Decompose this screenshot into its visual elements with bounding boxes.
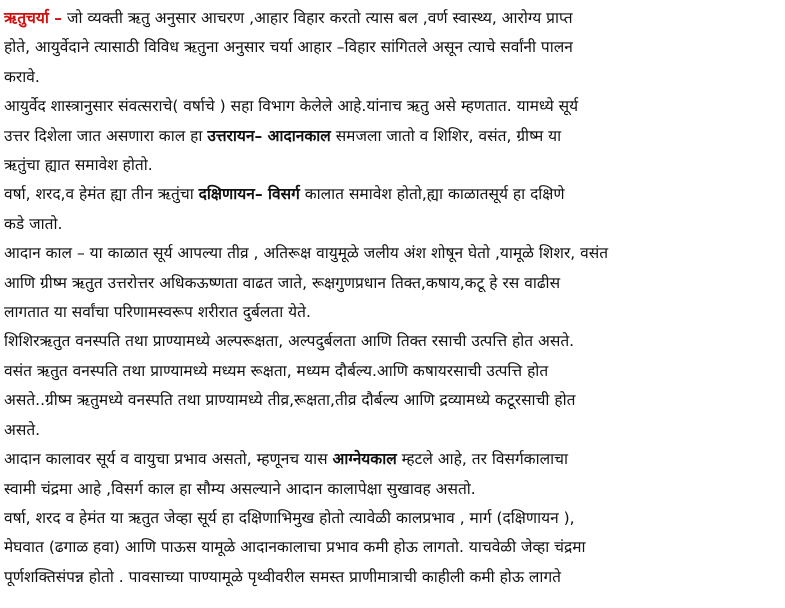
paragraph-shishir: [4, 327, 782, 356]
text-line: स्वामी चंद्रमा आहे ,विसर्ग काल हा सौम्य असल्याने आदान कालापेक्षा सुखावह असतो.: [4, 479, 476, 498]
bold-term-uttarayan: उत्तरायन– आदानकाल: [207, 126, 331, 145]
paragraph-dakshinayan: [4, 180, 782, 239]
text-line: आणि ग्रीष्म ऋतुत उत्तरोत्तर अधिकऊष्णता वाढत जाते, रूक्षगुणप्रधान तिक्त,कषाय,कटू हे रस वाढीस: [4, 273, 561, 292]
text-run: समजला जातो व शिशिर, वसंत, ग्रीष्म या: [330, 126, 562, 145]
text-run: जो व्यक्ती ऋतु अनुसार आचरण ,आहार विहार करतो त्यास बल ,वर्ण स्वास्थ्य, आरोग्य प्राप्त: [62, 9, 573, 27]
text-run: आदान कालावर सूर्य व वायुचा प्रभाव असतो, म्हणूनच यास: [4, 450, 333, 469]
text-run: म्हटले आहे, तर विसर्गकालाचा: [396, 450, 568, 469]
text-line: शिशिरऋतुत वनस्पति तथा प्राण्यामध्ये अल्परूक्षता, अल्पदुर्बलता आणि तिक्त रसाची उत्पत्ति होत असते.: [4, 332, 575, 351]
text-line: कडे जातो.: [4, 214, 63, 233]
text-line: वर्षा, शरद व हेमंत या ऋतुत जेव्हा सूर्य हा दक्षिणाभिमुख होतो त्यावेळी कालप्रभाव , मार्ग (दक्षिणायन ),: [4, 508, 575, 527]
section-heading: ऋतुचर्या –: [4, 9, 63, 27]
paragraph-uttarayan: [4, 92, 782, 180]
bold-term-agneya-kal: आग्नेयकाल: [332, 450, 397, 469]
text-line: [4, 180, 782, 209]
bold-term-dakshinayan: दक्षिणायन– विसर्ग: [198, 185, 300, 204]
text-line: आदान काल – या काळात सूर्य आपल्या तीव्र , अतिरूक्ष वायुमूळे जलीय अंश शोषून घेतो ,यामूळे शिशर, वसंत: [4, 244, 609, 263]
text-line: असते..ग्रीष्म ऋतुमध्ये वनस्पति तथा प्राण्यामध्ये तीव्र,रूक्षता,तीव्र दौर्बल्य आणि द्रव्यामध्ये कटूरसाची होत: [4, 391, 576, 410]
text-line: करावे.: [4, 67, 40, 86]
text-line: लागतात या सर्वांचा परिणामस्वरूप शरीरात दुर्बलता येते.: [4, 303, 311, 322]
text-line: मेघवात (ढगाळ हवा) आणि पाऊस यामूळे आदानकालाचा प्रभाव कमी होऊ लागतो. याचवेळी जेव्हा चंद्रमा: [4, 538, 586, 557]
text-run: कालात समावेश होतो,ह्या काळातसूर्य हा दक्षिणे: [299, 185, 565, 204]
text-run: उत्तर दिशेला जात असणारा काल हा: [4, 126, 208, 145]
text-line: असते.: [4, 420, 41, 439]
text-line: [4, 445, 782, 474]
text-line: [4, 122, 782, 151]
text-line: होते, आयुर्वेदाने त्यासाठी विविध ऋतुना अनुसार चर्या आहार –विहार सांगितले असून त्याचे सर्वांनी पालन: [4, 38, 573, 57]
text-line: ऋतुंचा ह्यात समावेश होतो.: [4, 156, 153, 175]
text-line: वसंत ऋतुत वनस्पति तथा प्राण्यामध्ये मध्यम रूक्षता, मध्यम दौर्बल्य.आणि कषायरसाची उत्पत्ति होत: [4, 361, 549, 380]
paragraph-adan-kal: [4, 239, 782, 327]
document-body: [4, 4, 782, 592]
text-run: वर्षा, शरद,व हेमंत ह्या तीन ऋतुंचा: [4, 185, 199, 204]
text-line: पूर्णशक्तिसंपन्न होतो . पावसाच्या पाण्यामूळे पृथ्वीवरील समस्त प्राणीमात्राची काहीली कमी होऊ लागते: [4, 567, 562, 586]
paragraph-vasant-grishma: [4, 357, 782, 445]
text-line: [4, 4, 782, 33]
paragraph-varsha-sharad: [4, 504, 782, 592]
paragraph-agneya-kal: [4, 445, 782, 504]
paragraph-intro: [4, 4, 782, 92]
text-line: आयुर्वेद शास्त्रानुसार संवत्सराचे( वर्षाचे ) सहा विभाग केलेले आहे.यांनाच ऋतु असे म्हणतात. यामध्ये सूर्य: [4, 97, 579, 116]
